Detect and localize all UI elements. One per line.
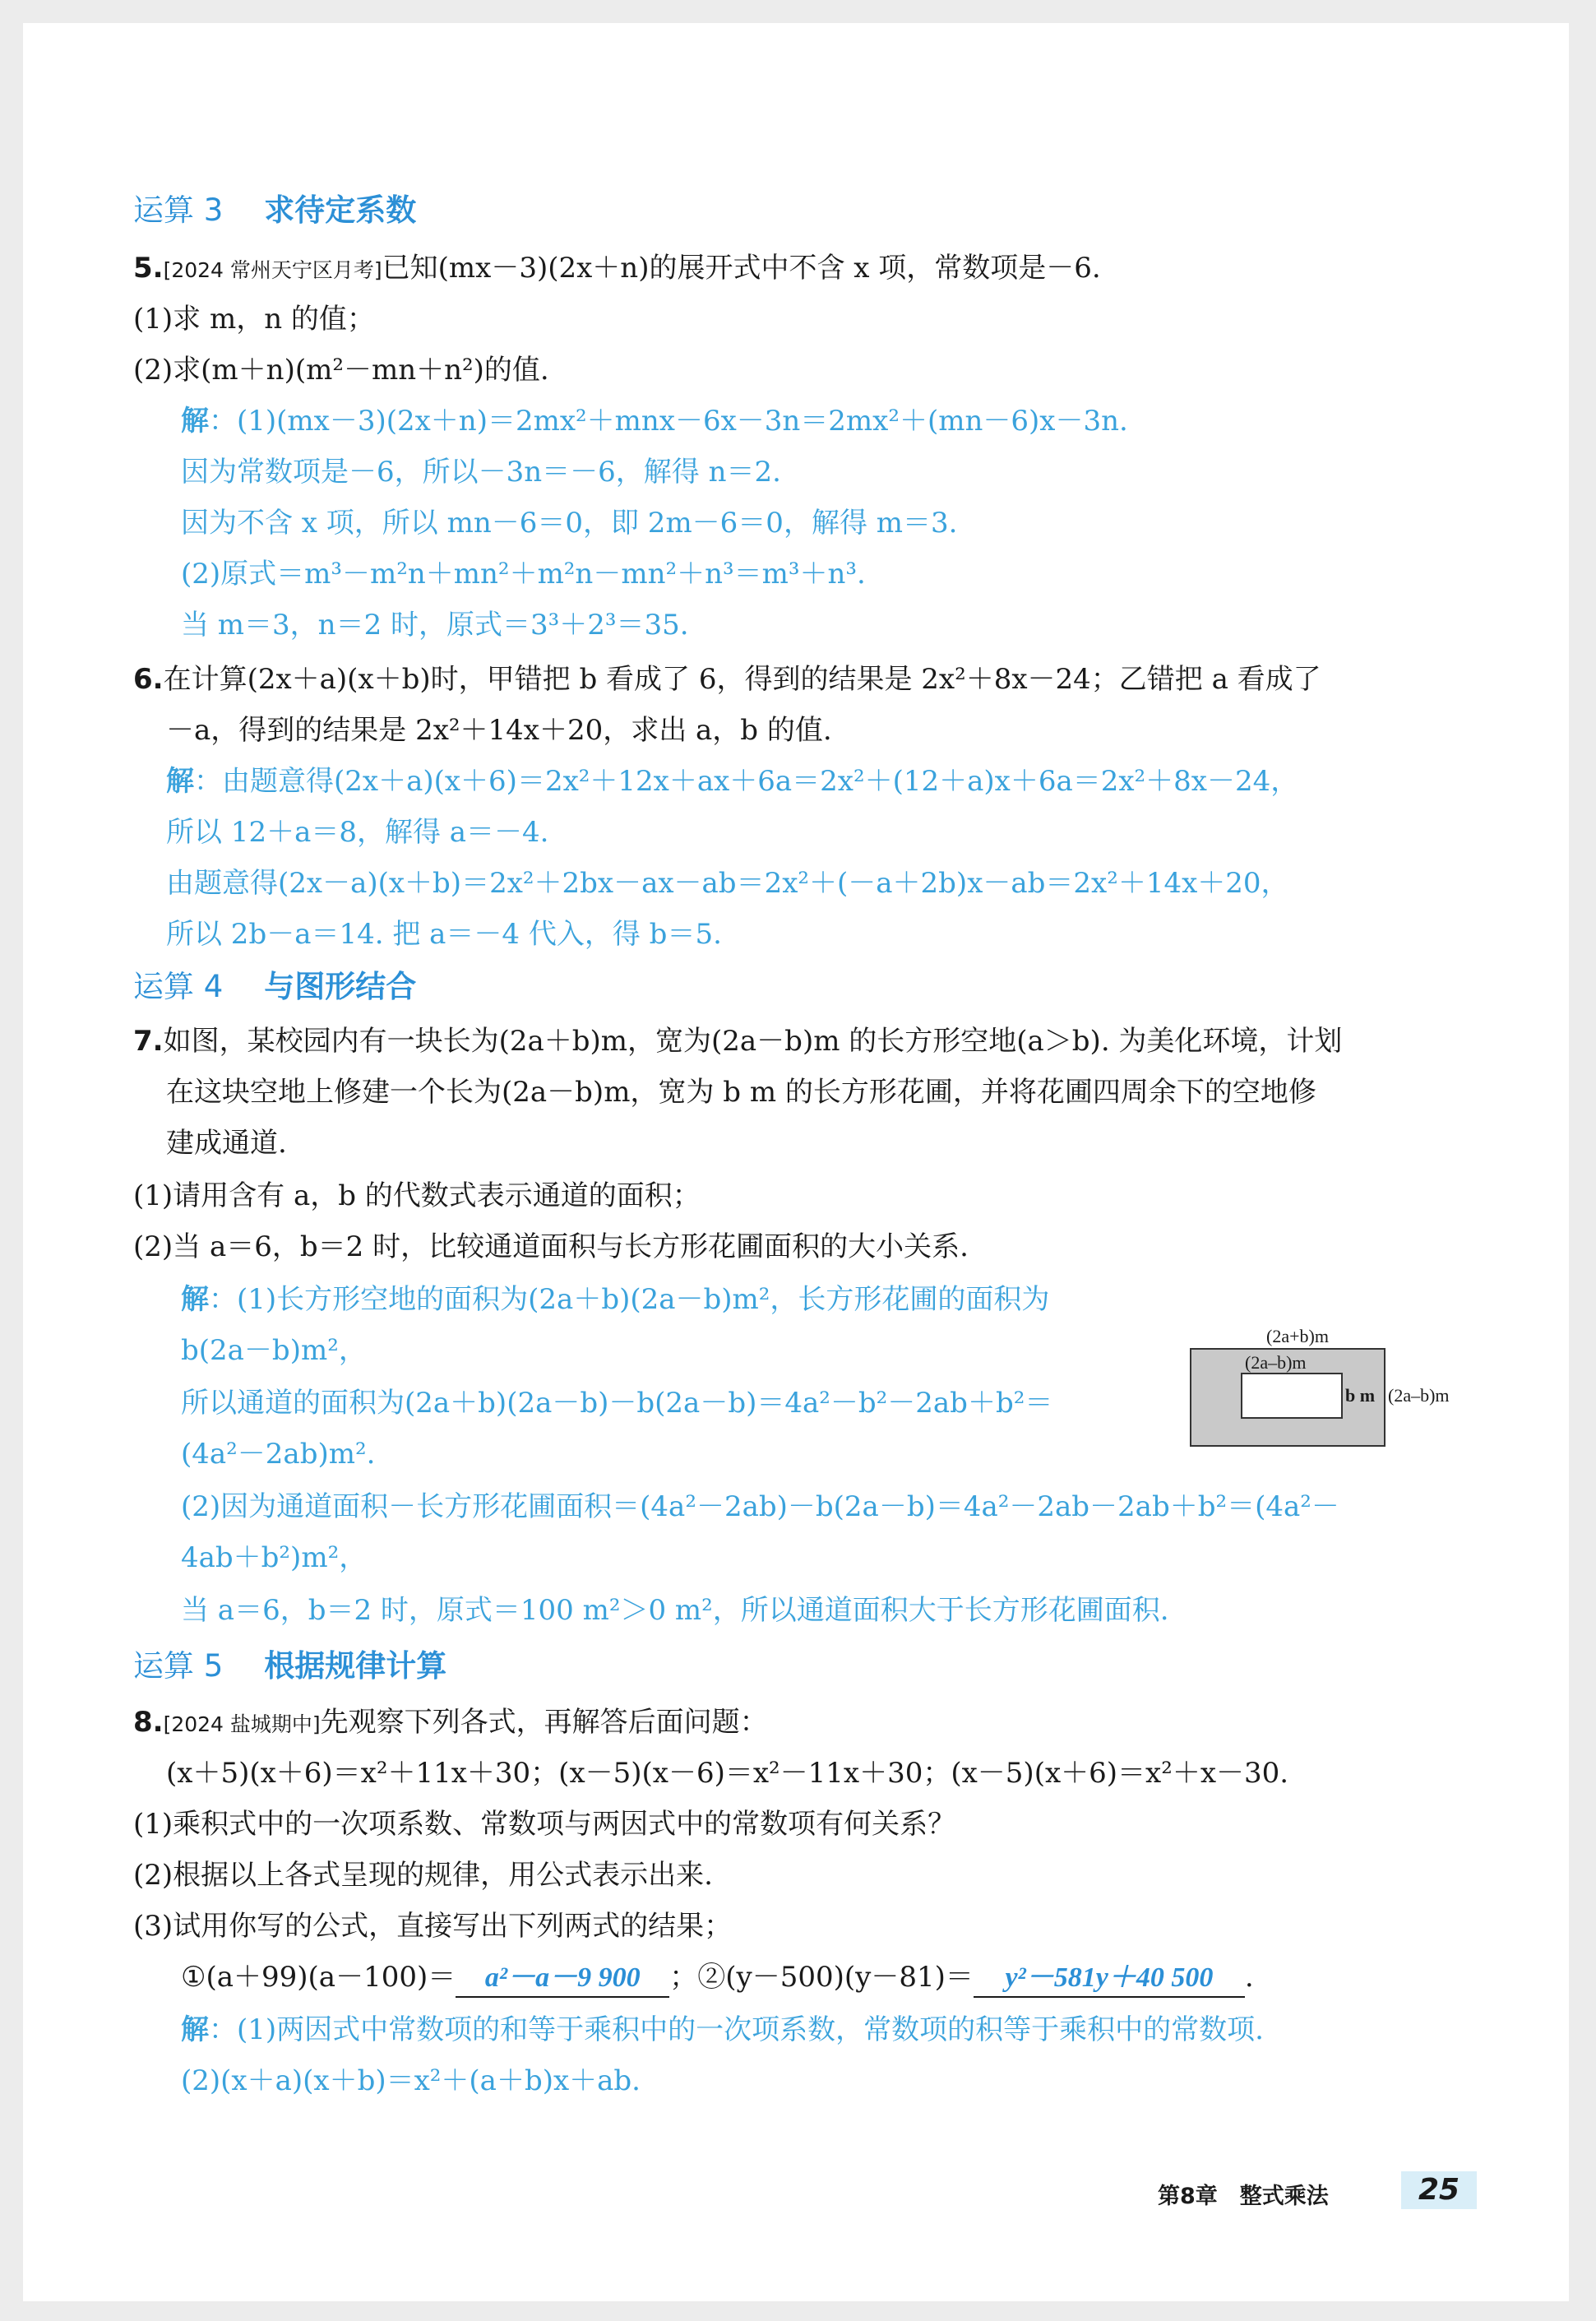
answer-label: 解 [181, 2013, 209, 2046]
chapter-title: 第8章 整式乘法 [1158, 2184, 1329, 2209]
question-8-part-3: (3)试用你写的公式，直接写出下列两式的结果； [133, 1910, 733, 1943]
answer-8-line-1 [181, 2012, 1264, 2048]
outer-length-label: (2a+b)m [1266, 1326, 1329, 1346]
answer-text: ：(1)长方形空地的面积为(2a＋b)(2a－b)m²，长方形花圃的面积为 [209, 1283, 1050, 1316]
answer-7-line-7: 当 a＝6，b＝2 时，原式＝100 m²＞0 m²，所以通道面积大于长方形花圃面积. [181, 1594, 1169, 1627]
page [23, 23, 1569, 2301]
garden-diagram [1184, 1326, 1480, 1457]
outer-width-label: (2a–b)m [1388, 1385, 1450, 1406]
question-number: 7. [133, 1025, 164, 1058]
answer-7-line-6: 4ab＋b²)m²， [181, 1541, 368, 1574]
question-text: 在计算(2x＋a)(x＋b)时，甲错把 b 看成了 6，得到的结果是 2x²＋8x－24；乙错把 a 看成了 [163, 663, 1321, 696]
answer-7-line-4: (4a²－2ab)m². [181, 1438, 376, 1471]
answer-7-line-1 [181, 1281, 1049, 1318]
question-8-part-3-blanks [181, 1959, 1254, 1998]
inner-rectangle [1242, 1374, 1342, 1418]
answer-5-line-4: (2)原式＝m³－m²n＋mn²＋m²n－mn²＋n³＝m³＋n³. [181, 558, 866, 591]
section-5-heading [133, 1648, 446, 1684]
answer-6-line-2: 所以 12＋a＝8，解得 a＝－4. [166, 816, 549, 849]
question-8-part-1: (1)乘积式中的一次项系数、常数项与两因式中的常数项有何关系？ [133, 1808, 956, 1841]
question-6-stem-1 [133, 661, 1321, 697]
question-number: 8. [133, 1706, 164, 1739]
blank-2-end: . [1244, 1961, 1254, 1994]
question-8-equations: (x＋5)(x＋6)＝x²＋11x＋30；(x－5)(x－6)＝x²－11x＋30；(x－5)(x＋6)＝x²＋x－30. [166, 1757, 1289, 1790]
question-source: [2024 常州天宁区月考] [163, 258, 382, 282]
question-8-stem [133, 1704, 768, 1743]
question-number: 5. [133, 252, 164, 285]
question-5-stem [133, 250, 1101, 289]
question-5-part-2: (2)求(m＋n)(m²－mn＋n²)的值. [133, 354, 549, 387]
question-6-stem-2: －a，得到的结果是 2x²＋14x＋20，求出 a，b 的值. [166, 714, 832, 747]
answer-6-line-3: 由题意得(2x－a)(x＋b)＝2x²＋2bx－ax－ab＝2x²＋(－a＋2b)x－ab＝2x²＋14x＋20， [166, 867, 1289, 900]
blank-2-prompt: ；②(y－500)(y－81)＝ [669, 1961, 974, 1994]
answer-text: ：(1)两因式中常数项的和等于乘积中的一次项系数，常数项的积等于乘积中的常数项. [209, 2013, 1264, 2046]
inner-width-label: b m [1345, 1385, 1376, 1406]
question-8-part-2: (2)根据以上各式呈现的规律，用公式表示出来. [133, 1859, 713, 1892]
question-number: 6. [133, 663, 164, 696]
inner-length-label: (2a–b)m [1245, 1352, 1307, 1373]
answer-8-line-2: (2)(x＋a)(x＋b)＝x²＋(a＋b)x＋ab. [181, 2064, 641, 2097]
section-4-heading [133, 969, 416, 1005]
question-5-part-1: (1)求 m，n 的值； [133, 303, 375, 336]
question-text: 已知(mx－3)(2x＋n)的展开式中不含 x 项，常数项是－6. [382, 252, 1101, 285]
question-source: [2024 盐城期中] [163, 1712, 321, 1736]
answer-6-line-1 [166, 763, 1298, 799]
answer-5-line-3: 因为不含 x 项，所以 mn－6＝0，即 2m－6＝0，解得 m＝3. [181, 507, 958, 540]
answer-label: 解 [181, 405, 209, 438]
answer-5-line-1 [181, 403, 1128, 439]
question-7-stem-3: 建成通道. [166, 1127, 287, 1160]
answer-5-line-5: 当 m＝3，n＝2 时，原式＝3³＋2³＝35. [181, 609, 689, 642]
answer-label: 解 [166, 765, 194, 798]
answer-7-line-3: 所以通道的面积为(2a＋b)(2a－b)－b(2a－b)＝4a²－b²－2ab＋b²＝ [181, 1387, 1053, 1420]
section-number: 运算 4 [133, 969, 224, 1004]
answer-6-line-4: 所以 2b－a＝14. 把 a＝－4 代入，得 b＝5. [166, 918, 722, 951]
answer-7-line-2: b(2a－b)m²， [181, 1334, 367, 1367]
section-3-heading [133, 192, 416, 229]
question-7-stem-2: 在这块空地上修建一个长为(2a－b)m，宽为 b m 的长方形花圃，并将花圃四周余下的空地修 [166, 1076, 1316, 1109]
answer-text: ：(1)(mx－3)(2x＋n)＝2mx²＋mnx－6x－3n＝2mx²＋(mn－6)x－3n. [209, 405, 1128, 438]
answer-label: 解 [181, 1283, 209, 1316]
question-text: 先观察下列各式，再解答后面问题： [320, 1706, 768, 1739]
answer-text: ：由题意得(2x＋a)(x＋6)＝2x²＋12x＋ax＋6a＝2x²＋(12＋a)x＋6a＝2x²＋8x－24， [194, 765, 1299, 798]
question-7-part-1: (1)请用含有 a，b 的代数式表示通道的面积； [133, 1179, 701, 1212]
question-7-stem-1 [133, 1023, 1342, 1059]
answer-blank-1: a²－a－9 900 [456, 1960, 669, 1998]
section-title: 根据规律计算 [264, 1648, 447, 1684]
section-title: 与图形结合 [264, 969, 417, 1004]
page-number: 25 [1401, 2171, 1477, 2209]
section-number: 运算 3 [133, 192, 224, 228]
blank-1-prompt: ①(a＋99)(a－100)＝ [181, 1961, 456, 1994]
answer-blank-2: y²－581y＋40 500 [974, 1960, 1245, 1998]
section-number: 运算 5 [133, 1648, 224, 1684]
answer-7-line-5: (2)因为通道面积－长方形花圃面积＝(4a²－2ab)－b(2a－b)＝4a²－2ab－2ab＋b²＝(4a²－ [181, 1490, 1339, 1523]
answer-5-line-2: 因为常数项是－6，所以－3n＝－6，解得 n＝2. [181, 456, 781, 489]
question-text: 如图，某校园内有一块长为(2a＋b)m，宽为(2a－b)m 的长方形空地(a＞b). 为美化环境，计划 [163, 1025, 1343, 1058]
question-7-part-2: (2)当 a＝6，b＝2 时，比较通道面积与长方形花圃面积的大小关系. [133, 1230, 969, 1263]
section-title: 求待定系数 [264, 192, 417, 228]
